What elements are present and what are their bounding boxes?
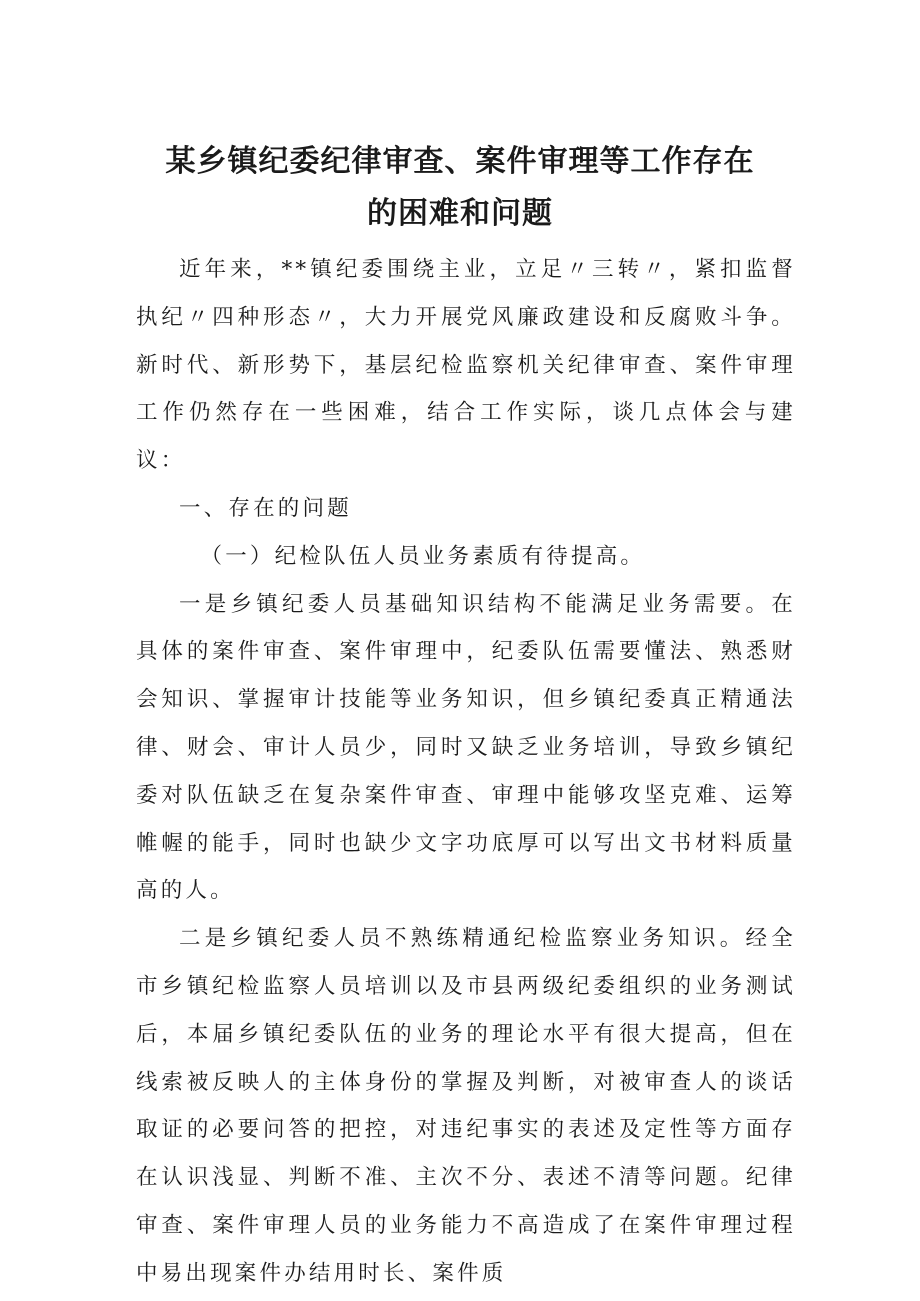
section-heading: 一、存在的问题: [179, 495, 352, 521]
subsection-heading: （一）纪检队伍人员业务素质有待提高。: [200, 543, 646, 569]
document-title-line-1: 某乡镇纪委纪律审查、案件审理等工作存在: [165, 144, 755, 179]
body-paragraph-1: 一是乡镇纪委人员基础知识结构不能满足业务需要。在具体的案件审查、案件审理中，纪委队伍需要懂法、熟悉财会知识、掌握审计技能等业务知识，但乡镇纪委真正精通法律、财会、审计人员少，同时又缺乏业务培训，导致乡镇纪委对队伍缺乏在复杂案件审查、审理中能够攻坚克难、运筹帷幄的能手，同时也缺少文字功底厚可以写出文书材料质量高的人。: [136, 591, 796, 904]
intro-paragraph: 近年来，**镇纪委围绕主业，立足〃三转〃，紧扣监督执纪〃四种形态〃，大力开展党风廉政建设和反腐败斗争。新时代、新形势下，基层纪检监察机关纪律审查、案件审理工作仍然存在一些困难，结合工作实际，谈几点体会与建议：: [136, 257, 796, 474]
document-title-line-2: 的困难和问题: [367, 196, 553, 231]
body-paragraph-2: 二是乡镇纪委人员不熟练精通纪检监察业务知识。经全市乡镇纪检监察人员培训以及市县两级纪委组织的业务测试后，本届乡镇纪委队伍的业务的理论水平有很大提高，但在线索被反映人的主体身份的掌握及判断，对被审查人的谈话取证的必要问答的把控，对违纪事实的表述及定性等方面存在认识浅显、判断不准、主次不分、表述不清等问题。纪律审查、案件审理人员的业务能力不高造成了在案件审理过程中易出现案件办结用时长、案件质: [136, 926, 796, 1286]
document-body: [136, 246, 796, 1298]
